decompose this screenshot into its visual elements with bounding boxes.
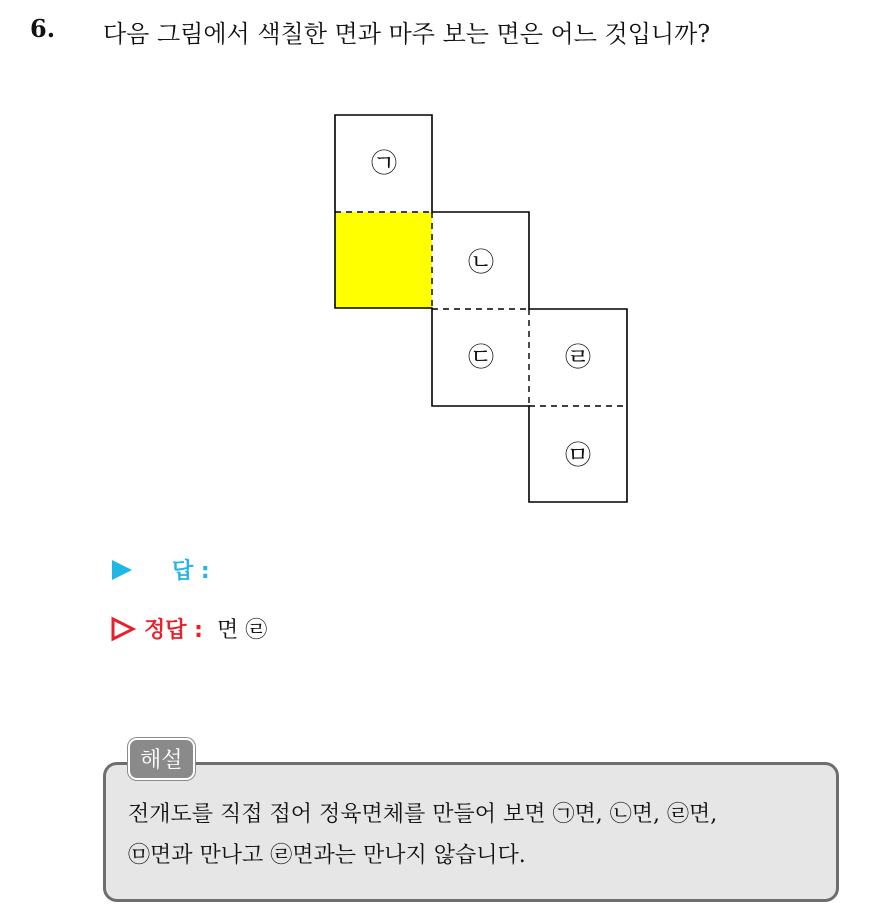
- question-text: 다음 그림에서 색칠한 면과 마주 보는 면은 어느 것입니까?: [103, 20, 711, 48]
- face-label-digeut: ㉢: [467, 343, 495, 373]
- explanation-tab: 해설: [128, 738, 195, 780]
- answer-blank-line: [110, 554, 210, 585]
- answer-solution-line: [110, 613, 267, 644]
- filled-triangle-icon: [110, 558, 134, 582]
- outline-triangle-icon: [110, 616, 136, 642]
- solution-value: 면 ㉣: [216, 618, 268, 643]
- face-label-giyeok: ㉠: [370, 149, 398, 179]
- explanation-text: 전개도를 직접 접어 정육면체를 만들어 보면 ㉠면, ㉡면, ㉣면, ㉤면과 만나고 ㉣면과는 만나지 않습니다.: [128, 802, 718, 868]
- face-label-mieum: ㉤: [564, 441, 592, 471]
- shaded-face: [335, 212, 432, 308]
- face-label-rieul: ㉣: [564, 343, 592, 373]
- solution-label: 정답 :: [144, 618, 203, 643]
- answer-label: 답 :: [172, 559, 210, 584]
- question-number: 6.: [30, 14, 56, 43]
- face-label-nieun: ㉡: [467, 248, 495, 278]
